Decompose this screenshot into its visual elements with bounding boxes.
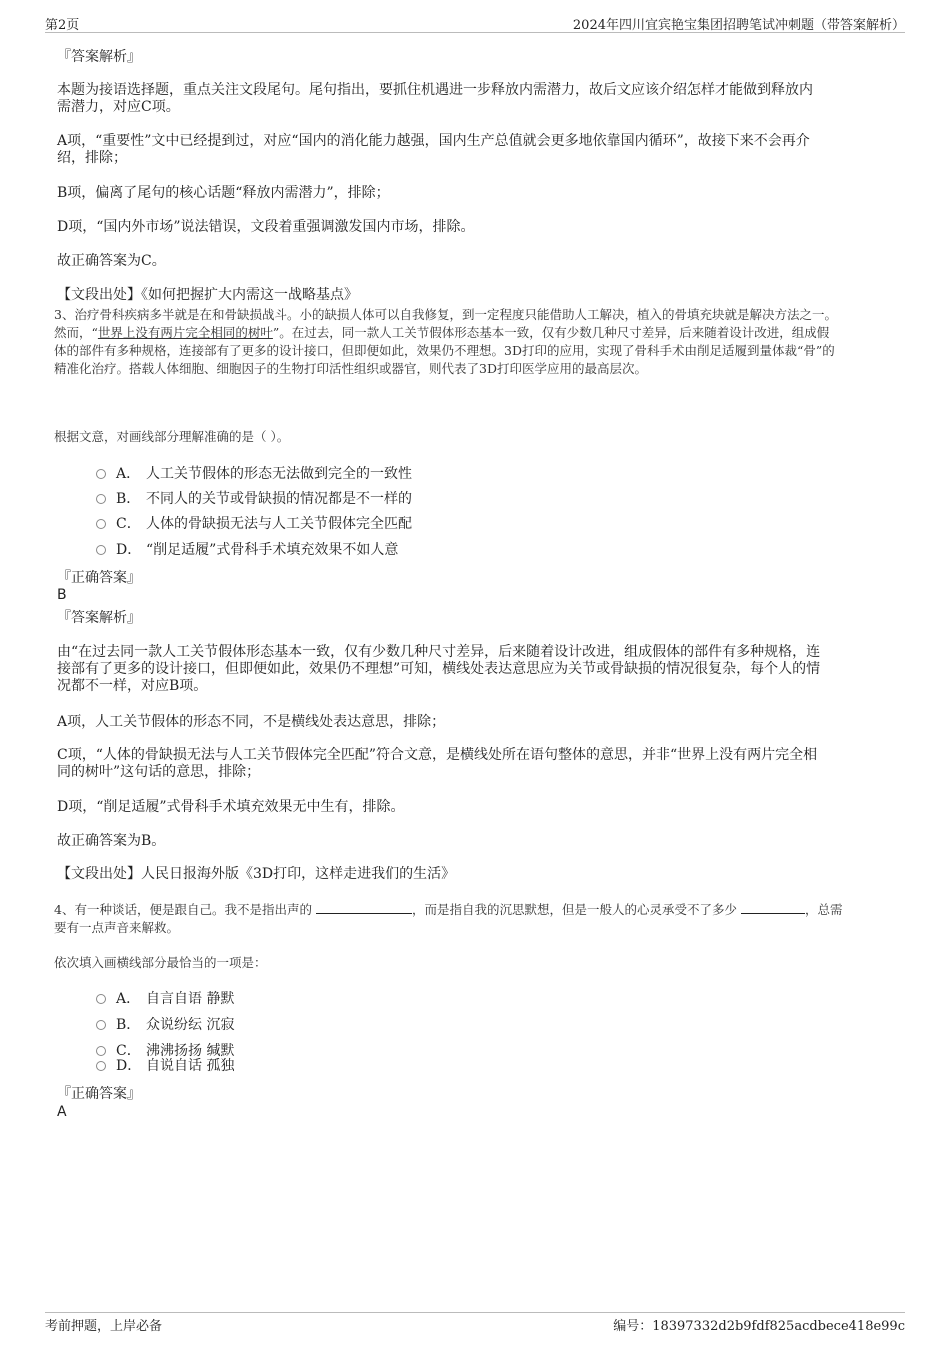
text-line: 接部有了更多的设计接口，但即便如此，效果仍不理想”可知，横线处表达意思应为关节或骨缺损的情况很复杂，每个人的情 [57,661,821,677]
footer-slogan: 考前押题，上岸必备 [45,1319,163,1334]
page-number: 第2页 [45,18,80,33]
option-letter: C． [116,1043,141,1059]
option-text: 自说自话 孤独 [146,1058,235,1074]
text-line: 3、治疗骨科疾病多半就是在和骨缺损战斗。小的缺损人体可以自我修复，到一定程度只能借助人工解决，植入的骨填充块就是解决方法之一。 [54,307,837,322]
question-4-passage [54,901,894,937]
radio-icon[interactable] [96,545,106,555]
option-letter: B． [116,1017,141,1033]
question-3-passage [54,306,894,378]
q4-option-b[interactable] [96,1017,234,1034]
fill-blank-2 [741,902,805,914]
correct-answer: A [57,1104,67,1120]
document-title: 2024年四川宜宾艳宝集团招聘笔试冲刺题（带答案解析） [572,18,905,33]
text-line [54,324,894,342]
radio-icon[interactable] [96,1020,106,1030]
radio-icon[interactable] [96,1046,106,1056]
option-text: 沸沸扬扬 缄默 [146,1043,235,1059]
text-fragment: 然而，“ [54,325,98,340]
text-fragment: ”。在过去，同一款人工关节假体形态基本一致，仅有少数几种尺寸差异，后来随着设计改进，组成假 [272,325,830,340]
option-text: 人体的骨缺损无法与人工关节假体完全匹配 [146,516,412,532]
q3-option-d[interactable] [96,542,398,559]
q3-option-b[interactable] [96,491,412,508]
source-citation: 【文段出处】《如何把握扩大内需这一战略基点》 [57,287,358,303]
text-line: 体的部件有多种规格，连接部有了更多的设计接口，但即便如此，效果仍不理想。3D打印的应用，实现了骨科手术由削足适履到量体裁“骨”的 [54,343,835,358]
radio-icon[interactable] [96,1061,106,1071]
text-line: C项，“人体的骨缺损无法与人工关节假体完全匹配”符合文意，是横线处所在语句整体的意思，并非“世界上没有两片完全相 [57,747,818,763]
underlined-phrase: 世界上没有两片完全相同的树叶 [97,325,273,340]
radio-icon[interactable] [96,519,106,529]
q4-option-a[interactable] [96,991,234,1008]
option-b-explanation: B项，偏离了尾句的核心话题“释放内需潜力”，排除； [57,185,390,201]
option-text: 众说纷纭 沉寂 [146,1017,235,1033]
option-letter: C． [116,516,141,532]
text-fragment: 4、有一种谈话，便是跟自己。我不是指出声的 [54,902,312,917]
option-text: “削足适履”式骨科手术填充效果不如人意 [146,542,399,558]
correct-answer-label: 『正确答案』 [57,1086,141,1102]
analysis-label: 『答案解析』 [57,49,141,65]
page-header [45,14,905,33]
option-text: 人工关节假体的形态无法做到完全的一致性 [146,466,412,482]
analysis-paragraph [57,644,892,695]
source-citation: 【文段出处】人民日报海外版《3D打印，这样走进我们的生活》 [57,866,456,882]
option-letter: A． [116,991,141,1007]
option-text: 不同人的关节或骨缺损的情况都是不一样的 [146,491,412,507]
text-line: 本题为接语选择题，重点关注文段尾句。尾句指出，要抓住机遇进一步释放内需潜力，故后文应该介绍怎样才能做到释放内 [57,82,813,98]
option-d-explanation: D项，“削足适履”式骨科手术填充效果无中生有，排除。 [57,799,405,815]
option-letter: A． [116,466,141,482]
analysis-paragraph [57,82,892,116]
correct-answer-conclusion: 故正确答案为B。 [57,833,166,849]
option-letter: D． [116,542,142,558]
document-id: 编号：18397332d2b9fdf825acdbece418e99c [613,1319,905,1334]
text-line: 况都不一样，对应B项。 [57,678,208,694]
radio-icon[interactable] [96,469,106,479]
text-line: 要有一点声音来解救。 [54,920,180,935]
radio-icon[interactable] [96,494,106,504]
page-footer [45,1312,905,1333]
option-letter: D． [116,1058,142,1074]
text-line: 精准化治疗。搭载人体细胞、细胞因子的生物打印活性组织或器官，则代表了3D打印医学应用的最高层次。 [54,361,647,376]
fill-blank-1 [316,902,412,914]
question-3-prompt: 根据文意，对画线部分理解准确的是（ ）。 [54,429,290,444]
text-line: 需潜力，对应C项。 [57,99,180,115]
option-a-explanation: A项，人工关节假体的形态不同，不是横线处表达意思，排除； [57,714,446,730]
text-fragment: ，而是指自我的沉思默想，但是一般人的心灵承受不了多少 [411,902,737,917]
question-4-prompt: 依次填入画横线部分最恰当的一项是： [54,955,267,970]
text-line: A项，“重要性”文中已经提到过，对应“国内的消化能力越强，国内生产总值就会更多地依靠国内循环”，故接下来不会再介 [57,133,810,149]
option-a-explanation [57,133,892,167]
option-text: 自言自语 静默 [146,991,235,1007]
q3-option-c[interactable] [96,516,412,533]
option-c-explanation [57,747,892,781]
option-d-explanation: D项，“国内外市场”说法错误，文段着重强调激发国内市场，排除。 [57,219,475,235]
text-line: 同的树叶”这句话的意思，排除； [57,764,261,780]
text-fragment: ，总需 [804,902,843,917]
correct-answer-label: 『正确答案』 [57,570,141,586]
text-line [54,901,894,919]
analysis-label: 『答案解析』 [57,610,141,626]
option-letter: B． [116,491,141,507]
correct-answer: B [57,587,67,603]
q3-option-a[interactable] [96,466,412,483]
text-line: 由“在过去同一款人工关节假体形态基本一致，仅有少数几种尺寸差异，后来随着设计改进，组成假体的部件有多种规格，连 [57,644,821,660]
correct-answer-conclusion: 故正确答案为C。 [57,253,166,269]
radio-icon[interactable] [96,994,106,1004]
text-line: 绍，排除； [57,150,127,166]
q4-option-d[interactable] [96,1058,234,1075]
